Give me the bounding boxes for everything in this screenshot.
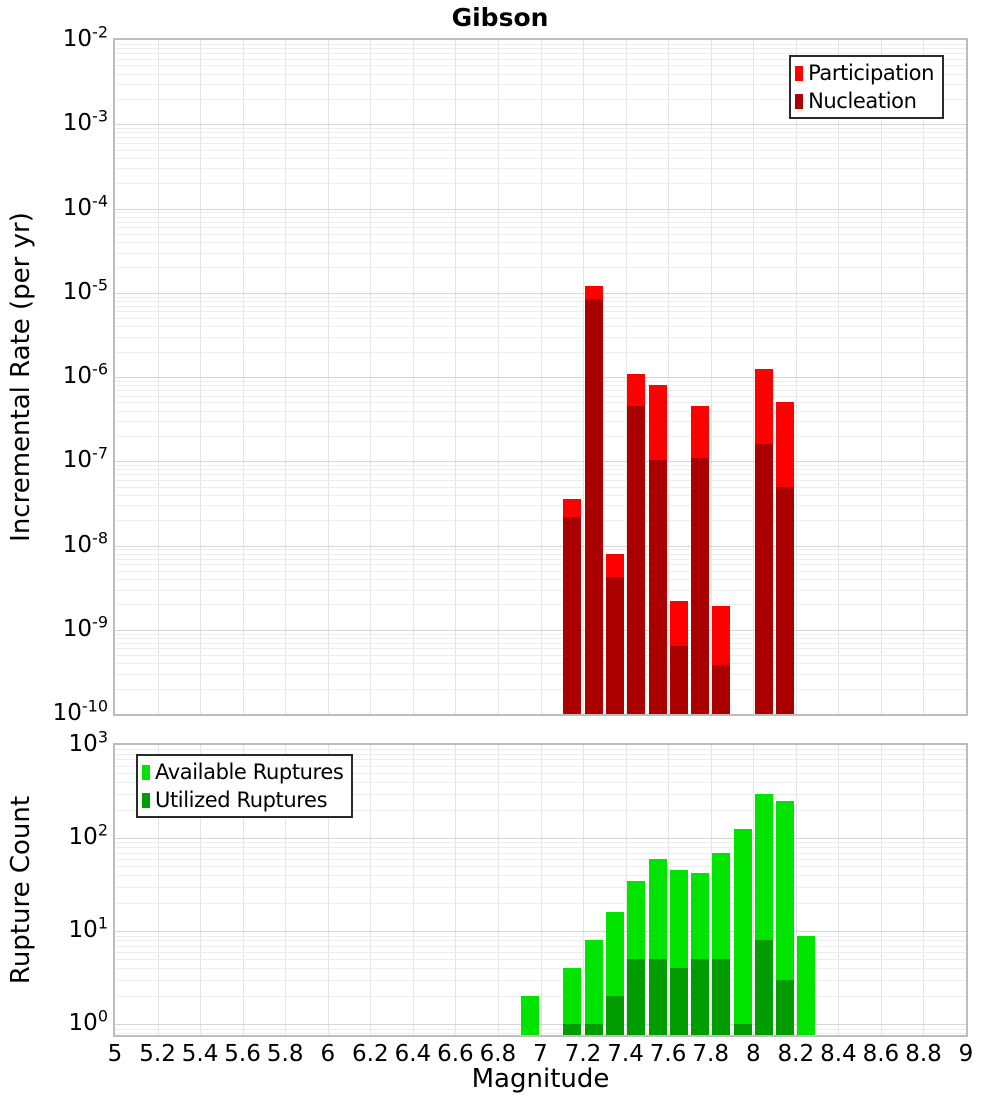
minor-gridline: [115, 604, 966, 605]
x-tick-label: 6.2: [352, 1041, 389, 1067]
minor-gridline: [115, 465, 966, 466]
vertical-gridline: [881, 745, 882, 1035]
x-tick-label: 6.6: [437, 1041, 474, 1067]
minor-gridline: [115, 505, 966, 506]
y-tick-label: $10^{-3}$: [62, 106, 108, 137]
minor-gridline: [115, 227, 966, 228]
major-gridline: [115, 630, 966, 631]
bar-nucleation: [712, 665, 730, 714]
minor-gridline: [115, 381, 966, 382]
vertical-gridline: [455, 745, 456, 1035]
minor-gridline: [115, 590, 966, 591]
y-axis-label-count: Rupture Count: [6, 795, 36, 985]
bar-available-ruptures: [734, 829, 752, 1035]
vertical-gridline: [370, 745, 371, 1035]
bar-utilized-ruptures: [585, 1024, 603, 1035]
minor-gridline: [115, 946, 966, 947]
x-tick-label: 8.4: [820, 1041, 857, 1067]
minor-gridline: [115, 980, 966, 981]
minor-gridline: [115, 952, 966, 953]
y-axis-label-rate: Incremental Rate (per yr): [6, 212, 36, 542]
vertical-gridline: [838, 745, 839, 1035]
minor-gridline: [115, 1029, 966, 1030]
major-gridline: [115, 124, 966, 125]
minor-gridline: [115, 689, 966, 690]
bar-nucleation: [755, 444, 773, 714]
legend-label-participation: Participation: [808, 61, 934, 85]
minor-gridline: [115, 866, 966, 867]
minor-gridline: [115, 318, 966, 319]
minor-gridline: [115, 579, 966, 580]
minor-gridline: [115, 887, 966, 888]
minor-gridline: [115, 638, 966, 639]
bar-utilized-ruptures: [627, 959, 645, 1035]
bar-nucleation: [776, 487, 794, 714]
incremental-rate-plot-inner: [115, 40, 966, 714]
minor-gridline: [115, 242, 966, 243]
minor-gridline: [115, 137, 966, 138]
minor-gridline: [115, 396, 966, 397]
rupture-legend: [136, 754, 353, 818]
minor-gridline: [115, 643, 966, 644]
minor-gridline: [115, 311, 966, 312]
minor-gridline: [115, 469, 966, 470]
chart-title: Gibson: [451, 3, 549, 32]
x-tick-label: 5.8: [266, 1041, 304, 1067]
major-gridline: [115, 546, 966, 547]
minor-gridline: [115, 968, 966, 969]
y-tick-label: $10^{-8}$: [62, 527, 108, 558]
minor-gridline: [115, 487, 966, 488]
bar-utilized-ruptures: [649, 959, 667, 1035]
bar-nucleation: [670, 646, 688, 715]
participation-swatch-icon: [795, 66, 803, 81]
minor-gridline: [115, 495, 966, 496]
x-tick-label: 6: [320, 1041, 336, 1067]
y-tick-label: $10^{-5}$: [62, 275, 108, 305]
legend-label-utilized: Utilized Ruptures: [155, 788, 328, 812]
minor-gridline: [115, 648, 966, 649]
minor-gridline: [115, 168, 966, 169]
minor-gridline: [115, 436, 966, 437]
minor-gridline: [115, 549, 966, 550]
y-tick-label: $10^{-4}$: [62, 190, 108, 221]
minor-gridline: [115, 217, 966, 218]
minor-gridline: [115, 903, 966, 904]
y-tick-label: $10^{-10}$: [52, 696, 108, 727]
minor-gridline: [115, 143, 966, 144]
y-tick-label: $10^{-6}$: [62, 359, 108, 390]
legend-label-nucleation: Nucleation: [808, 89, 917, 113]
minor-gridline: [115, 234, 966, 235]
minor-gridline: [115, 853, 966, 854]
minor-gridline: [115, 326, 966, 327]
bar-nucleation: [627, 406, 645, 714]
minor-gridline: [115, 842, 966, 843]
minor-gridline: [115, 352, 966, 353]
x-tick-label: 8.2: [777, 1041, 815, 1067]
major-gridline: [115, 209, 966, 210]
minor-gridline: [115, 390, 966, 391]
major-gridline: [115, 293, 966, 294]
x-tick-label: 5.6: [224, 1041, 261, 1067]
x-tick-label: 5.4: [181, 1041, 219, 1067]
vertical-gridline: [541, 745, 542, 1035]
x-tick-label: 7.4: [607, 1041, 644, 1067]
legend-item-utilized: [142, 786, 343, 814]
utilized-ruptures-swatch-icon: [142, 793, 150, 808]
bar-utilized-ruptures: [563, 1024, 581, 1035]
y-tick-label: $10^{-9}$: [62, 612, 108, 642]
y-tick-label: $10^3$: [68, 727, 108, 758]
x-tick-label: 8: [745, 1041, 761, 1067]
x-tick-label: 7.2: [564, 1041, 602, 1067]
minor-gridline: [115, 940, 966, 941]
minor-gridline: [115, 411, 966, 412]
bar-utilized-ruptures: [712, 959, 730, 1035]
bar-utilized-ruptures: [776, 980, 794, 1035]
minor-gridline: [115, 520, 966, 521]
x-tick-label: 7: [533, 1041, 548, 1067]
vertical-gridline: [498, 745, 499, 1035]
x-tick-label: 8.8: [905, 1041, 942, 1067]
minor-gridline: [115, 150, 966, 151]
minor-gridline: [115, 663, 966, 664]
x-tick-label: 6.4: [394, 1041, 432, 1067]
y-tick-label: $10^0$: [68, 1006, 108, 1037]
minor-gridline: [115, 1033, 966, 1034]
minor-gridline: [115, 48, 966, 49]
x-tick-label: 9: [958, 1041, 974, 1067]
y-tick-label: $10^2$: [68, 820, 108, 851]
minor-gridline: [115, 128, 966, 129]
minor-gridline: [115, 847, 966, 848]
incremental-rate-plot-area: [113, 38, 968, 716]
bar-nucleation: [606, 577, 624, 714]
minor-gridline: [115, 959, 966, 960]
x-tick-label: 6.8: [479, 1041, 517, 1067]
minor-gridline: [115, 634, 966, 635]
minor-gridline: [115, 474, 966, 475]
bar-available-ruptures: [797, 936, 815, 1036]
minor-gridline: [115, 480, 966, 481]
bar-utilized-ruptures: [691, 959, 709, 1035]
minor-gridline: [115, 53, 966, 54]
major-gridline: [115, 1024, 966, 1025]
minor-gridline: [115, 655, 966, 656]
major-gridline: [115, 461, 966, 462]
y-tick-label: $10^{-2}$: [62, 22, 108, 53]
x-tick-label: 7.8: [692, 1041, 729, 1067]
minor-gridline: [115, 564, 966, 565]
bar-nucleation: [585, 299, 603, 714]
bar-nucleation: [563, 517, 581, 714]
major-gridline: [115, 377, 966, 378]
minor-gridline: [115, 385, 966, 386]
minor-gridline: [115, 859, 966, 860]
minor-gridline: [115, 253, 966, 254]
minor-gridline: [115, 158, 966, 159]
y-tick-label: $10^{-7}$: [62, 443, 108, 474]
minor-gridline: [115, 297, 966, 298]
minor-gridline: [115, 132, 966, 133]
legend-item-nucleation: [795, 87, 934, 115]
bar-utilized-ruptures: [606, 996, 624, 1035]
minor-gridline: [115, 337, 966, 338]
bar-nucleation: [691, 458, 709, 714]
legend-label-available: Available Ruptures: [155, 760, 344, 784]
bar-nucleation: [649, 460, 667, 715]
x-tick-label: 7.6: [649, 1041, 687, 1067]
minor-gridline: [115, 44, 966, 45]
major-gridline: [115, 931, 966, 932]
minor-gridline: [115, 222, 966, 223]
minor-gridline: [115, 674, 966, 675]
minor-gridline: [115, 996, 966, 997]
minor-gridline: [115, 402, 966, 403]
nucleation-swatch-icon: [795, 94, 803, 109]
minor-gridline: [115, 571, 966, 572]
legend-item-participation: [795, 59, 934, 87]
bar-utilized-ruptures: [670, 968, 688, 1035]
rate-legend: [789, 55, 944, 119]
minor-gridline: [115, 306, 966, 307]
minor-gridline: [115, 936, 966, 937]
bar-available-ruptures: [585, 940, 603, 1035]
minor-gridline: [115, 301, 966, 302]
major-gridline: [115, 838, 966, 839]
minor-gridline: [115, 421, 966, 422]
legend-item-available: [142, 758, 343, 786]
minor-gridline: [115, 554, 966, 555]
available-ruptures-swatch-icon: [142, 765, 150, 780]
bar-available-ruptures: [521, 996, 539, 1035]
bar-utilized-ruptures: [734, 1024, 752, 1035]
vertical-gridline: [923, 745, 924, 1035]
x-tick-label: 5.2: [139, 1041, 176, 1067]
vertical-gridline: [413, 745, 414, 1035]
minor-gridline: [115, 749, 966, 750]
y-tick-label: $10^1$: [68, 913, 108, 944]
minor-gridline: [115, 212, 966, 213]
x-tick-label: 8.6: [862, 1041, 900, 1067]
minor-gridline: [115, 183, 966, 184]
x-axis-label: Magnitude: [471, 1064, 610, 1094]
minor-gridline: [115, 559, 966, 560]
minor-gridline: [115, 267, 966, 268]
minor-gridline: [115, 875, 966, 876]
x-tick-label: 5: [107, 1041, 123, 1067]
bar-utilized-ruptures: [755, 940, 773, 1035]
